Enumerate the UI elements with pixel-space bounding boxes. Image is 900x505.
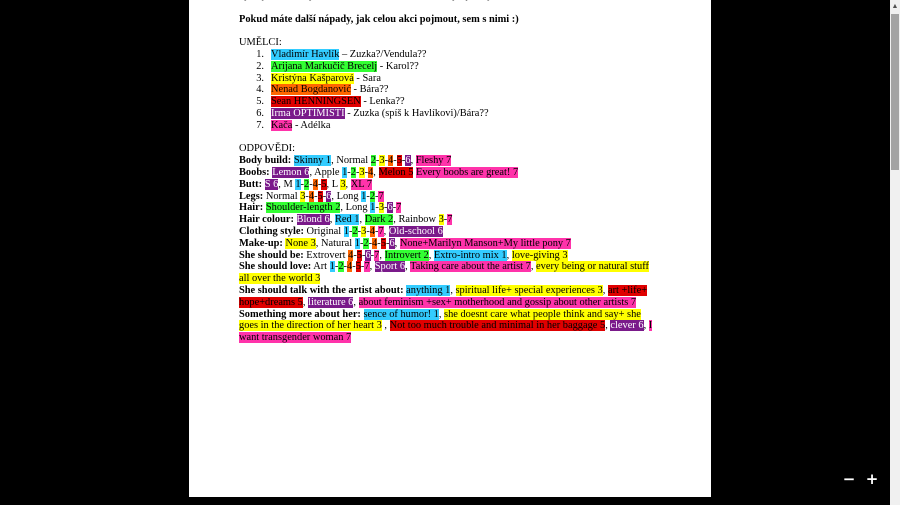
text-segment: , [605, 320, 611, 332]
list-number: 1. [256, 48, 264, 60]
artists-list [239, 49, 664, 132]
text-segment: , Long [331, 190, 362, 202]
highlighted-text: 2 [369, 190, 376, 202]
highlighted-text: spiritual life+ special experiences 3 [455, 284, 603, 296]
answers-block [239, 155, 664, 344]
text-segment: - [385, 237, 390, 249]
answer-line [239, 226, 664, 238]
highlighted-text: 5 [355, 261, 361, 273]
text-segment: - [368, 237, 373, 249]
artist-item [239, 84, 664, 96]
highlighted-text: 6 [387, 202, 393, 214]
text-segment: - [384, 155, 389, 167]
text-segment: - [375, 225, 379, 237]
highlighted-text: 7 [378, 190, 384, 202]
text-segment: , Normal [331, 155, 371, 167]
text-segment: , [405, 261, 411, 273]
text-segment: - [375, 202, 379, 214]
list-number: 2. [256, 60, 264, 72]
highlighted-text: S 6 [264, 178, 279, 190]
highlighted-text: Nenad Bogdanović [271, 84, 351, 96]
text-segment: - [393, 155, 397, 167]
text-segment: - Karol?? [377, 60, 419, 72]
text-segment: , Apple [309, 166, 343, 178]
highlighted-text: Dark 2 [364, 214, 394, 226]
text-segment: - [347, 166, 351, 178]
highlighted-text: 7 [374, 249, 380, 261]
highlighted-text: want transgender woman 7 [239, 332, 352, 344]
scroll-thumb[interactable] [891, 14, 899, 170]
highlighted-text: 3 [300, 190, 306, 202]
highlighted-text: Sean HENNINGSEN [271, 96, 361, 108]
list-number: 4. [256, 84, 264, 96]
text-segment: - [322, 190, 327, 202]
highlighted-text: 6 [389, 237, 395, 249]
highlighted-text: 6 [405, 155, 411, 167]
text-segment: - [355, 166, 360, 178]
highlighted-text: 1 [343, 225, 349, 237]
highlighted-text: 3 [340, 178, 346, 190]
text-segment: - [366, 190, 370, 202]
text-segment: , [359, 214, 365, 226]
text-segment: , [373, 166, 379, 178]
field-label: Something more about her: [239, 308, 361, 320]
text-segment: , [428, 249, 434, 261]
highlighted-text: goes in the direction of her heart 3 [239, 320, 382, 332]
answer-line [239, 332, 664, 344]
highlighted-text: Lemon 6 [272, 166, 310, 178]
text-segment: , [383, 225, 389, 237]
highlighted-text: 7 [396, 202, 402, 214]
field-label: She should be: [239, 249, 304, 261]
field-label: She should love: [239, 261, 312, 273]
highlighted-text: 1 [354, 237, 360, 249]
text-segment: - [343, 261, 348, 273]
highlighted-text: 2 [363, 237, 369, 249]
highlighted-text: 5 [356, 249, 362, 261]
highlighted-text: Extro-intro mix 1 [433, 249, 507, 261]
highlighted-text: 3 [378, 202, 385, 214]
highlighted-text: 1 [370, 202, 376, 214]
highlighted-text: Introvert 2 [384, 249, 429, 261]
highlighted-text: XL 7 [350, 178, 372, 190]
answer-line [239, 285, 664, 297]
text-segment: - [314, 190, 318, 202]
text-segment: , [410, 155, 416, 167]
highlighted-text: 1 [342, 166, 348, 178]
highlighted-text: Arijana Markučič Brecelj [271, 60, 378, 72]
text-segment: – Zuzka?/Vendula?? [339, 48, 427, 60]
answer-line [239, 309, 664, 321]
text-segment: - [370, 249, 375, 261]
vertical-scrollbar[interactable] [890, 0, 900, 505]
answer-line [239, 214, 664, 226]
highlighted-text: Red 1 [334, 214, 360, 226]
highlighted-text: 2 [350, 166, 356, 178]
text-segment: - [353, 249, 357, 261]
highlighted-text: all over the world 3 [239, 273, 321, 285]
highlighted-text: 7 [447, 214, 453, 226]
text-segment: - [366, 225, 370, 237]
text-segment: - [392, 202, 397, 214]
highlighted-text: Kača [271, 119, 293, 131]
highlighted-text: anything 1 [406, 284, 451, 296]
highlighted-text: Taking care about the artist 7 [410, 261, 531, 273]
highlighted-text: 7 [378, 225, 384, 237]
artist-item [239, 73, 664, 85]
highlighted-text: love-giving 3 [511, 249, 568, 261]
highlighted-text: 3 [361, 225, 367, 237]
highlighted-text: she doesnt care what people think and say+ she [444, 308, 641, 320]
text-segment: - [375, 190, 379, 202]
text-segment: , L [326, 178, 341, 190]
artist-item [239, 61, 664, 73]
highlighted-text: None 3 [285, 237, 316, 249]
document-content [239, 0, 664, 344]
text-segment: - Sara [353, 72, 381, 84]
text-segment: - [359, 237, 364, 249]
text-segment: , [530, 261, 537, 273]
highlighted-text: 5 [380, 237, 386, 249]
highlighted-text: hope+dreams 5 [239, 296, 303, 308]
field-label: Boobs: [239, 166, 270, 178]
field-label: Hair: [239, 202, 264, 214]
highlighted-text: 6 [365, 249, 371, 261]
highlighted-text: 4 [312, 178, 318, 190]
text-segment: - [352, 261, 356, 273]
highlighted-text: 2 [338, 261, 344, 273]
highlighted-text: 3 [379, 155, 385, 167]
text-segment: - Bára?? [350, 84, 389, 96]
text-segment: - Zuzka (spíš k Havlíkovi)/Bára?? [344, 107, 489, 119]
text-segment: - [309, 178, 313, 190]
highlighted-text: 3 [359, 166, 365, 178]
highlighted-text: clever 6 [610, 320, 644, 332]
list-number: 5. [256, 96, 264, 108]
list-number: 3. [256, 72, 264, 84]
answer-line [239, 250, 664, 262]
highlighted-text: 1 [329, 261, 335, 273]
highlighted-text: 2 [352, 225, 358, 237]
text-segment: - [317, 178, 322, 190]
ideas-line: Pokud máte další nápady, jak celou akci pojmout, sem s nimi :) [239, 13, 519, 25]
highlighted-text: Vladimír Havlík [271, 48, 340, 60]
artist-item [239, 120, 664, 132]
text-segment: - Lenka?? [360, 96, 405, 108]
highlighted-text: every being or natural stuff [536, 261, 649, 273]
scroll-up-icon[interactable]: ▲ [891, 2, 899, 10]
text-segment: , [506, 249, 512, 261]
highlighted-text: Every boobs are great! 7 [416, 166, 519, 178]
answer-line [239, 167, 664, 179]
highlighted-text: 5 [396, 155, 402, 167]
text-segment: , Long [340, 202, 371, 214]
text-segment: - [377, 237, 381, 249]
highlighted-text: 4 [388, 155, 394, 167]
text-segment: , [369, 261, 375, 273]
answer-line [239, 191, 664, 203]
text-segment: - [357, 225, 362, 237]
highlighted-text: None+Marilyn Manson+My little pony 7 [399, 237, 571, 249]
highlighted-text: 4 [348, 249, 354, 261]
highlighted-text: 2 [370, 155, 376, 167]
highlighted-text: 1 [361, 190, 367, 202]
answer-line [239, 261, 664, 273]
highlighted-text: Blond 6 [296, 214, 330, 226]
highlighted-text: Irma OPTIMISTI [271, 107, 345, 119]
field-label: Hair colour: [239, 214, 294, 226]
highlighted-text: Sport 6 [374, 261, 406, 273]
highlighted-text: literature 6 [308, 296, 354, 308]
text-segment: - [384, 202, 388, 214]
text-segment: , [329, 214, 335, 226]
artists-heading: UMĚLCI: [239, 37, 282, 49]
text-segment: , [602, 284, 608, 296]
field-label: Body build: [239, 155, 292, 167]
field-label: She should talk with the artist about: [239, 284, 404, 296]
list-number: 6. [256, 107, 264, 119]
text-segment: - [362, 249, 366, 261]
highlighted-text: Fleshy 7 [415, 155, 452, 167]
text-segment: - [375, 155, 380, 167]
answer-line [239, 320, 664, 332]
text-segment: , M [278, 178, 296, 190]
text-segment: - [334, 261, 339, 273]
highlighted-text: Melon 5 [378, 166, 414, 178]
text-segment: , [438, 308, 445, 320]
text-segment: , Rainbow [393, 214, 439, 226]
text-segment: - [348, 225, 353, 237]
document-page [189, 0, 711, 497]
answer-line [239, 297, 664, 309]
highlighted-text: 2 [304, 178, 310, 190]
highlighted-text: Old-school 6 [388, 225, 443, 237]
text-segment: , Natural [315, 237, 355, 249]
highlighted-text: 1 [295, 178, 301, 190]
field-label: Clothing style: [239, 225, 304, 237]
text-segment: - [300, 178, 304, 190]
highlighted-text: 4 [308, 190, 315, 202]
text-segment: , [643, 320, 649, 332]
answer-line [239, 238, 664, 250]
highlighted-text: 3 [438, 214, 444, 226]
highlighted-text: art +life+ [607, 284, 648, 296]
text-segment: , [394, 237, 400, 249]
text-segment: , [345, 178, 351, 190]
highlighted-text: about feminism +sex+ motherhood and gossip about other artists 7 [358, 296, 637, 308]
highlighted-text: Kristýna Kašparová [271, 72, 354, 84]
answer-line [239, 273, 664, 285]
list-number: 7. [256, 119, 264, 131]
text-segment: , [353, 296, 359, 308]
highlighted-text: Not too much trouble and minimal in her baggage 5 [389, 320, 606, 332]
highlighted-text: 5 [321, 178, 327, 190]
artist-item [239, 108, 664, 120]
field-label: Legs: [239, 190, 264, 202]
highlighted-text: 7 [364, 261, 370, 273]
highlighted-text: sence of humor! 1 [363, 308, 439, 320]
answer-line [239, 155, 664, 167]
highlighted-text: 4 [368, 166, 374, 178]
artist-item [239, 49, 664, 61]
text-segment: , [381, 320, 390, 332]
text-segment: Original [303, 225, 344, 237]
text-segment: Extrovert [303, 249, 349, 261]
field-label: Make-up: [239, 237, 283, 249]
answers-heading: ODPOVĚDI: [239, 143, 295, 155]
text-segment: - [364, 166, 369, 178]
highlighted-text: I [648, 320, 653, 332]
highlighted-text: 4 [369, 225, 375, 237]
text-segment: , [450, 284, 456, 296]
text-segment: - [443, 214, 448, 226]
highlighted-text: 4 [347, 261, 353, 273]
text-segment: , [302, 296, 309, 308]
text-segment: Normal [263, 190, 301, 202]
text-segment: - Adélka [292, 119, 331, 131]
text-segment: - [360, 261, 365, 273]
artist-item [239, 96, 664, 108]
text-segment: , [379, 249, 385, 261]
highlighted-text: 6 [326, 190, 332, 202]
zoom-in-button[interactable]: + [865, 470, 879, 488]
highlighted-text: 5 [317, 190, 323, 202]
text-segment: Art [311, 261, 330, 273]
answer-line [239, 202, 664, 214]
highlighted-text: Shoulder-length 2 [265, 202, 341, 214]
text-segment: - [305, 190, 309, 202]
highlighted-text: Skinny 1 [293, 155, 332, 167]
zoom-out-button[interactable]: − [842, 470, 856, 488]
highlighted-text: 4 [372, 237, 378, 249]
answer-line [239, 179, 664, 191]
text-segment: - [401, 155, 406, 167]
field-label: Butt: [239, 178, 263, 190]
